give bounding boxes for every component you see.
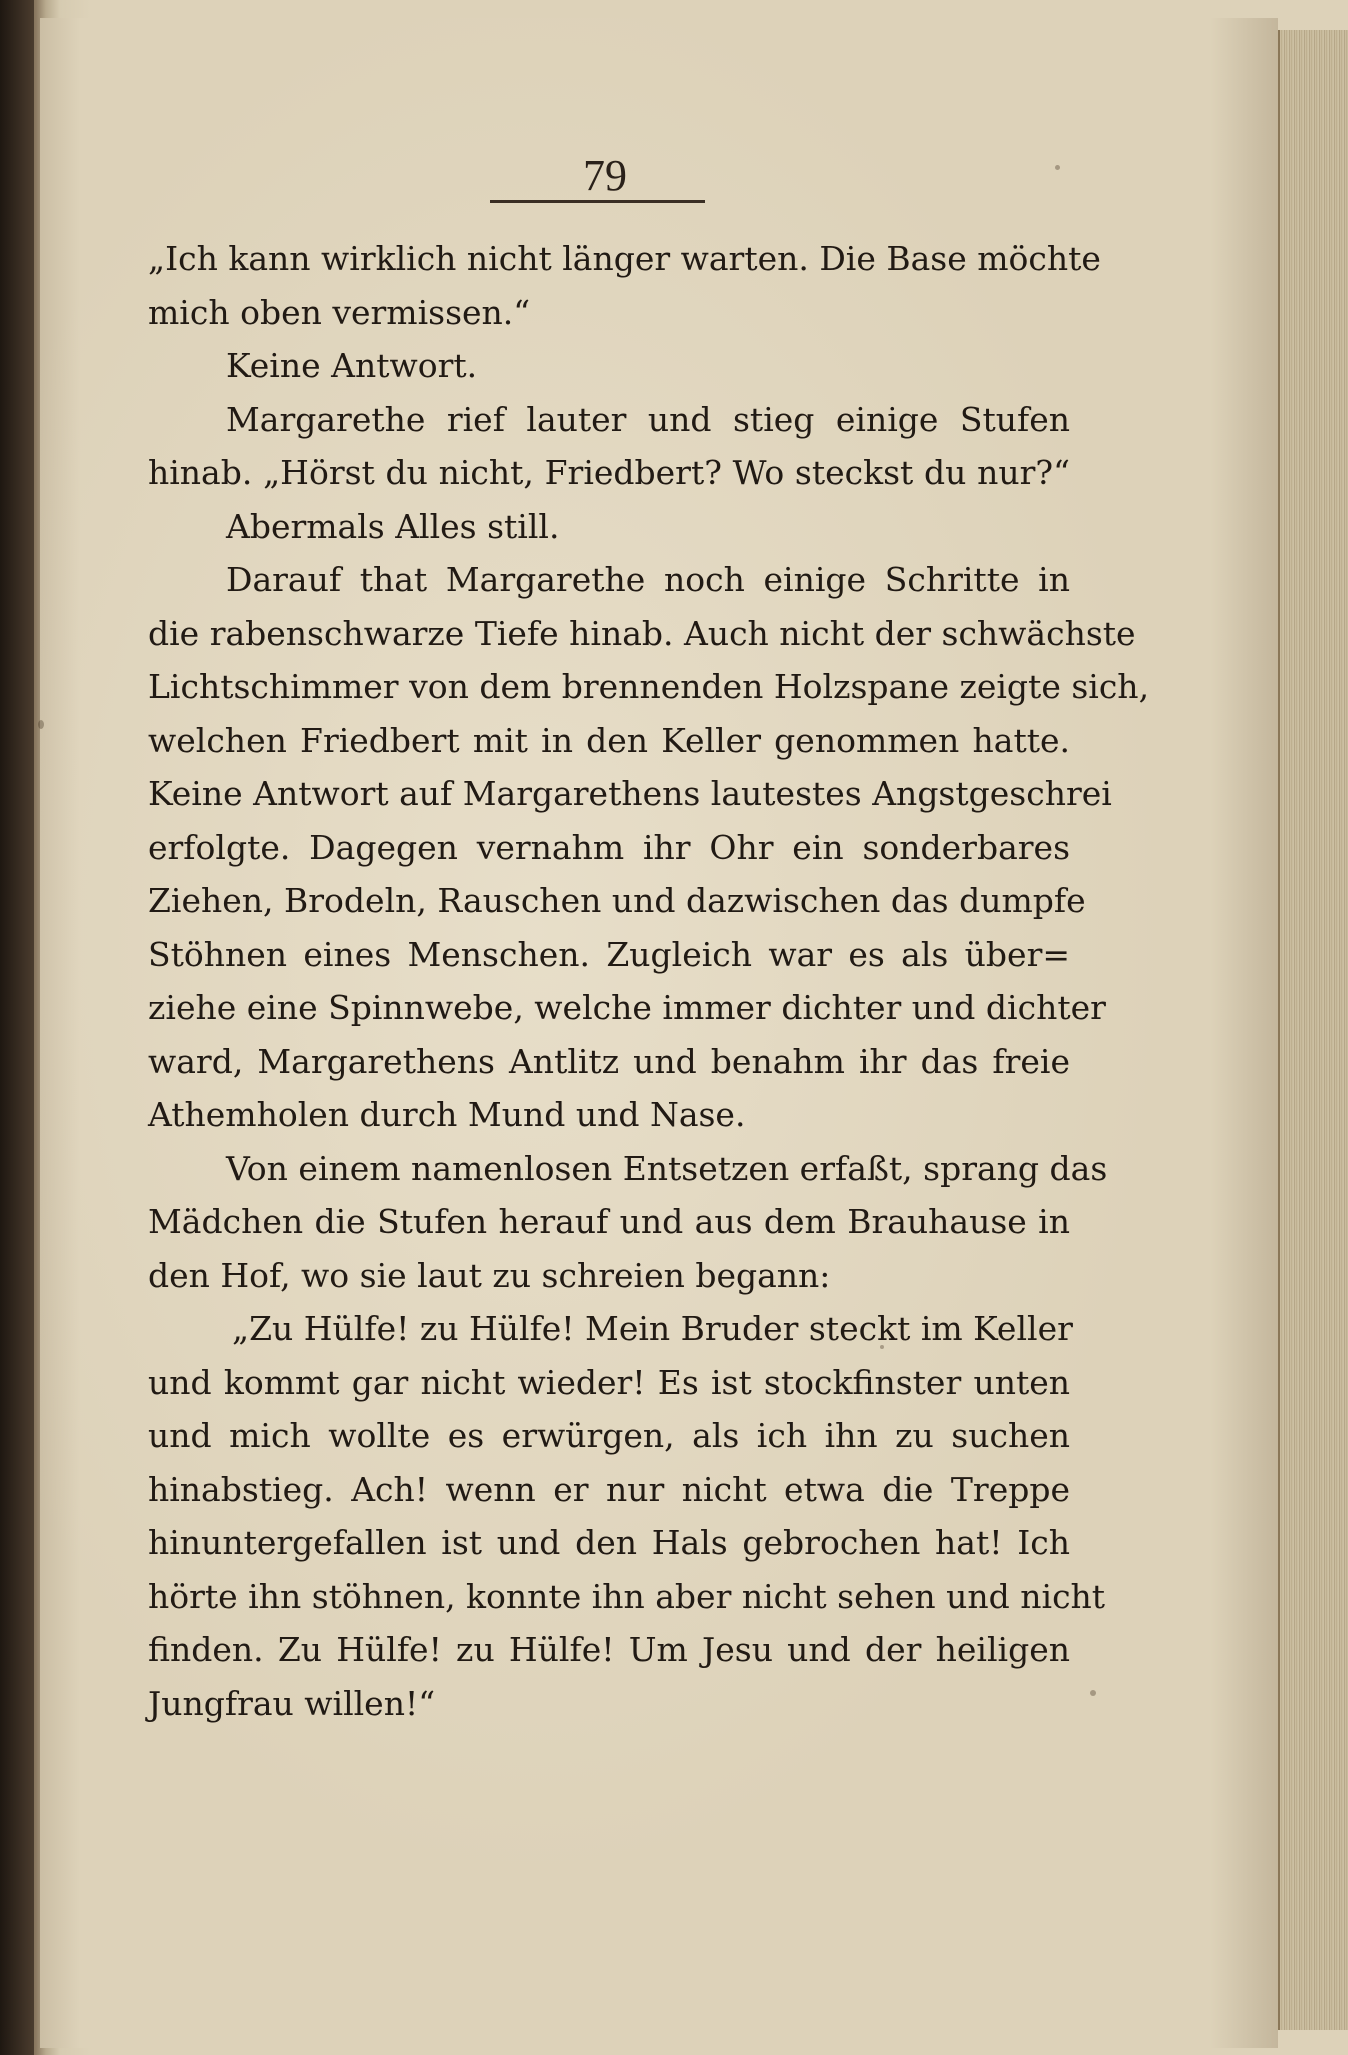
paper-speck <box>1055 165 1060 170</box>
text-line: „Ich kann wirklich nicht länger warten. Die Base möchte <box>148 239 1101 278</box>
page-fore-edge <box>1278 30 1348 2030</box>
text-line: „Zu Hülfe! zu Hülfe! Mein Bruder steckt im Keller <box>232 1309 1073 1348</box>
text-line: und mich wollte es erwürgen, als ich ihn zu suchen <box>148 1416 1070 1455</box>
text-line: hinabstieg. Ach! wenn er nur nicht etwa die Treppe <box>148 1469 1070 1509</box>
text-line: hinuntergefallen ist und den Hals gebrochen hat! Ich <box>148 1523 1070 1562</box>
text-line: mich oben vermissen.“ <box>148 292 531 332</box>
text-line: welchen Friedbert mit in den Keller genommen hatte. <box>148 720 1070 760</box>
text-line: Keine Antwort auf Margarethens lautestes Angstgeschrei <box>148 774 1112 813</box>
page-number: 79 <box>583 151 627 200</box>
text-line: Stöhnen eines Menschen. Zugleich war es als über= <box>148 934 1070 974</box>
text-line: Abermals Alles still. <box>226 506 560 546</box>
text-line: Von einem namenlosen Entsetzen erfaßt, sprang das <box>226 1148 1108 1188</box>
text-line: ward, Margarethens Antlitz und benahm ihr das freie <box>148 1041 1070 1081</box>
text-line: hinab. „Hörst du nicht, Friedbert? Wo steckst du nur?“ <box>148 453 1070 492</box>
text-line: Ziehen, Brodeln, Rauschen und dazwischen das dumpfe <box>148 881 1086 920</box>
header-rule <box>490 200 705 203</box>
text-line: Margarethe rief lauter und stieg einige Stufen <box>226 399 1070 439</box>
text-line: hörte ihn stöhnen, konnte ihn aber nicht sehen und nicht <box>148 1576 1106 1616</box>
text-line: ziehe eine Spinnwebe, welche immer dichter und dichter <box>148 988 1106 1027</box>
text-line: Mädchen die Stufen herauf und aus dem Brauhause in <box>148 1202 1070 1241</box>
text-line: Athemholen durch Mund und Nase. <box>148 1095 746 1134</box>
text-line: Keine Antwort. <box>226 346 478 385</box>
text-line: die rabenschwarze Tiefe hinab. Auch nicht der schwächste <box>148 613 1136 653</box>
text-line: den Hof, wo sie laut zu schreien begann: <box>148 1255 831 1295</box>
paper-speck <box>1090 1690 1096 1696</box>
text-line: Jungfrau willen!“ <box>148 1683 436 1723</box>
text-line: Lichtschimmer von dem brennenden Holzspane zeigte sich, <box>148 667 1150 706</box>
spine-shadow <box>0 0 34 2055</box>
text-line: und kommt gar nicht wieder! Es ist stockfinster unten <box>148 1362 1070 1402</box>
body-text <box>148 232 1150 1730</box>
text-line: finden. Zu Hülfe! zu Hülfe! Um Jesu und der heiligen <box>148 1630 1070 1669</box>
paper-speck <box>38 720 44 729</box>
paper-speck <box>880 1345 884 1349</box>
text-line: Darauf that Margarethe noch einige Schritte in <box>226 560 1070 599</box>
text-line: erfolgte. Dagegen vernahm ihr Ohr ein sonderbares <box>148 827 1070 867</box>
